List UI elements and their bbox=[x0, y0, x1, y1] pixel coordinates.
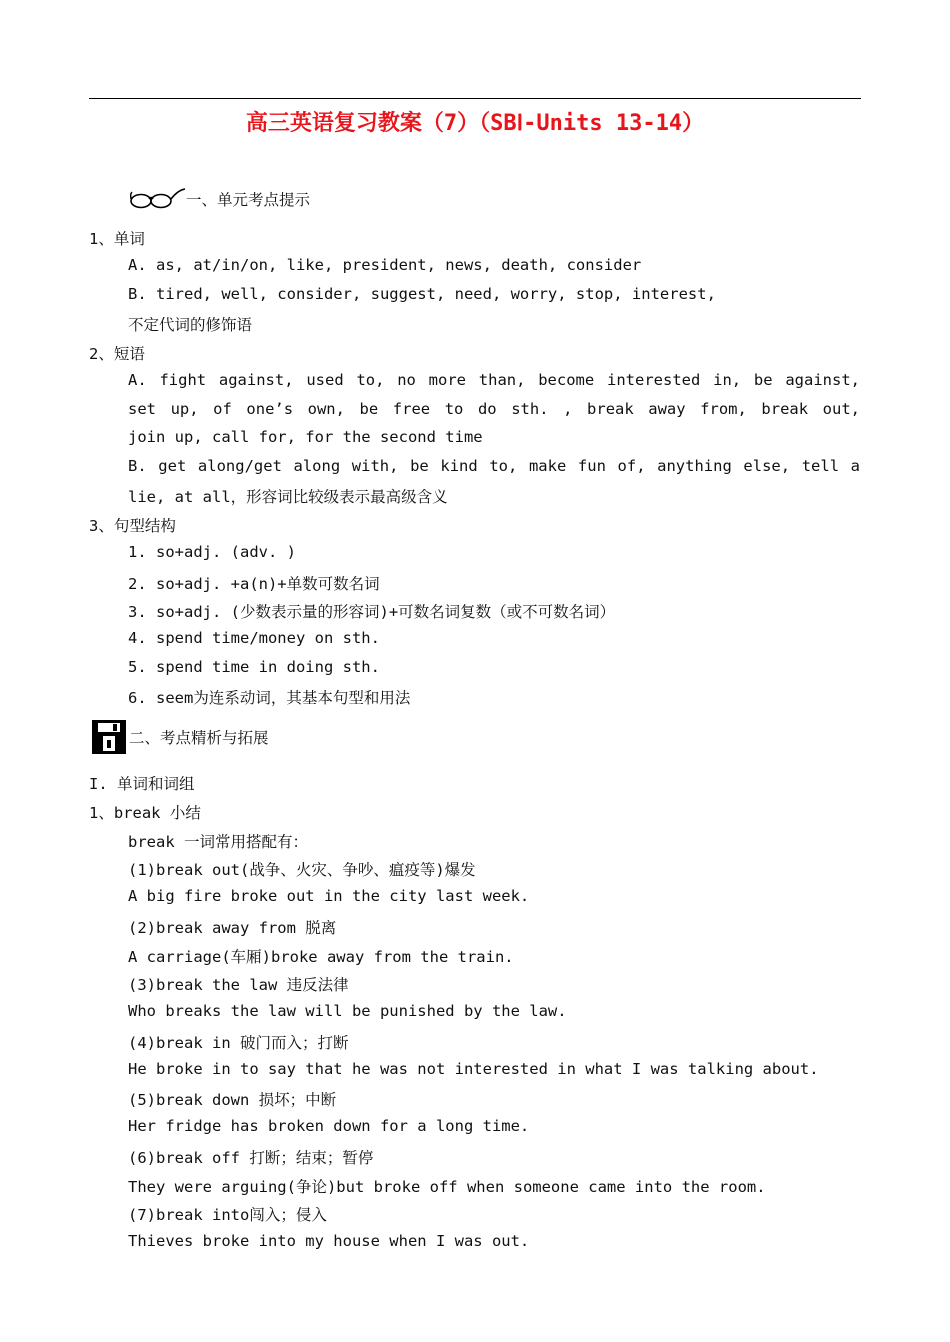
example-sentence: A carriage(车厢)broke away from the train. bbox=[128, 948, 514, 966]
item-label: 1、break 小结 bbox=[89, 804, 201, 822]
section1-heading bbox=[128, 186, 310, 212]
example-sentence: Who breaks the law will be punished by the law. bbox=[128, 1002, 567, 1020]
phrases-a2: set up, of one’s own, be free to do sth. , break away from, break out, bbox=[128, 400, 860, 418]
pattern-item: 4. spend time/money on sth. bbox=[128, 629, 380, 647]
floppy-disk-icon bbox=[92, 720, 126, 754]
section1-heading-text: 一、单元考点提示 bbox=[186, 191, 311, 209]
vocab-b-cont: 不定代词的修饰语 bbox=[128, 316, 253, 334]
example-sentence: He broke in to say that he was not interested in what I was talking about. bbox=[128, 1060, 819, 1078]
phrases-label: 2、短语 bbox=[89, 345, 145, 363]
pattern-item: 5. spend time in doing sth. bbox=[128, 658, 380, 676]
patterns-label: 3、句型结构 bbox=[89, 517, 176, 535]
vocab-a: A. as, at/in/on, like, president, news, death, consider bbox=[128, 256, 642, 274]
break-phrase: (3)break the law 违反法律 bbox=[128, 976, 349, 994]
section2-heading-text: 二、考点精析与拓展 bbox=[129, 729, 269, 747]
glasses-icon bbox=[128, 186, 186, 212]
document-title: 高三英语复习教案（7）（SBⅠ-Units 13-14） bbox=[245, 111, 705, 136]
section2-heading bbox=[92, 720, 269, 754]
phrases-a3: join up, call for, for the second time bbox=[128, 428, 483, 446]
example-sentence: They were arguing(争论)but broke off when someone came into the room. bbox=[128, 1178, 766, 1196]
pattern-item: 3. so+adj. (少数表示量的形容词)+可数名词复数（或不可数名词） bbox=[128, 603, 616, 621]
phrases-b2: lie, at all，形容词比较级表示最高级含义 bbox=[128, 488, 448, 506]
phrases-b1: B. get along/get along with, be kind to, make fun of, anything else, tell a bbox=[128, 457, 860, 475]
example-sentence: A big fire broke out in the city last week. bbox=[128, 887, 530, 905]
intro-text: break 一词常用搭配有： bbox=[128, 833, 308, 851]
vocab-label: 1、单词 bbox=[89, 230, 145, 248]
header-rule bbox=[89, 98, 861, 99]
example-sentence: Thieves broke into my house when I was out. bbox=[128, 1232, 530, 1250]
break-phrase: (5)break down 损坏；中断 bbox=[128, 1091, 337, 1109]
pattern-item: 1. so+adj. (adv. ) bbox=[128, 543, 296, 561]
break-phrase: (1)break out(战争、火灾、争吵、瘟疫等)爆发 bbox=[128, 861, 476, 879]
pattern-item: 6. seem为连系动词，其基本句型和用法 bbox=[128, 689, 411, 707]
break-phrase: (4)break in 破门而入；打断 bbox=[128, 1034, 349, 1052]
break-phrase: (2)break away from 脱离 bbox=[128, 919, 337, 937]
subheading: I. 单词和词组 bbox=[89, 775, 195, 793]
vocab-b: B. tired, well, consider, suggest, need, worry, stop, interest, bbox=[128, 285, 716, 303]
break-phrase: (6)break off 打断；结束；暂停 bbox=[128, 1149, 374, 1167]
break-phrase: (7)break into闯入；侵入 bbox=[128, 1206, 327, 1224]
phrases-a1: A. fight against, used to, no more than, become interested in, be against, bbox=[128, 371, 860, 389]
pattern-item: 2. so+adj. +a(n)+单数可数名词 bbox=[128, 575, 380, 593]
example-sentence: Her fridge has broken down for a long time. bbox=[128, 1117, 530, 1135]
